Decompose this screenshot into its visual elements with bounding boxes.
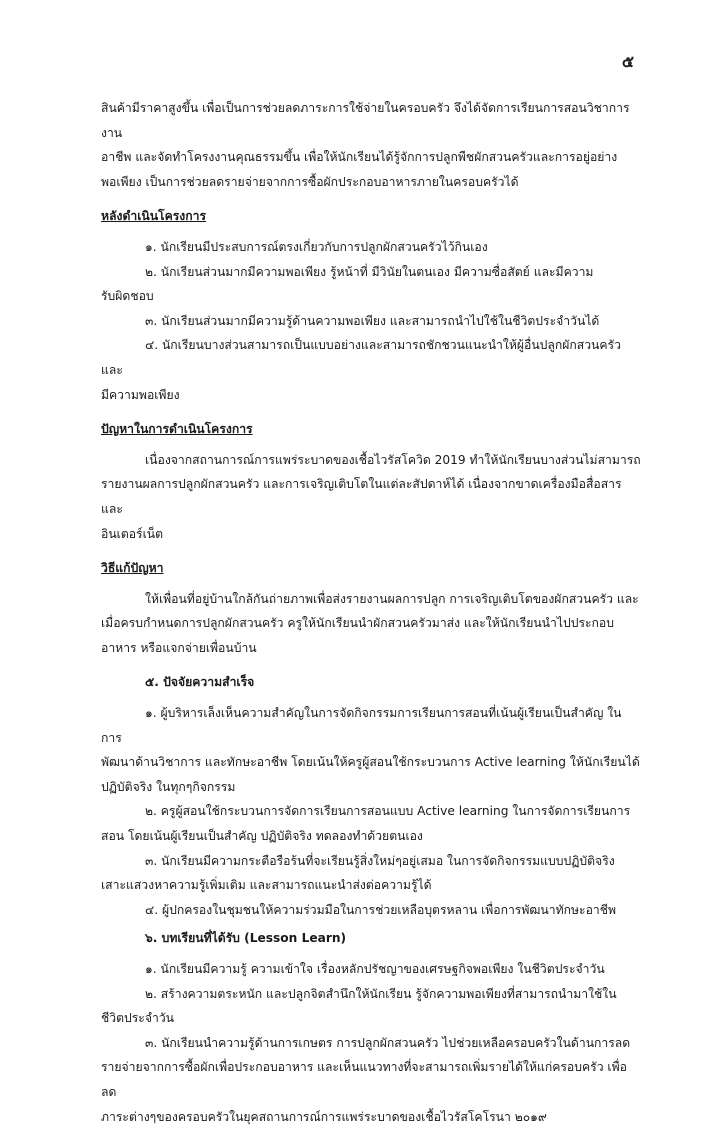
intro-line: อาชีพ และจัดทำโครงงานคุณธรรมขึ้น เพื่อให้นักเรียนได้รู้จักการปลูกพืชผักสวนครัวและการอยู่อย่าง bbox=[101, 150, 618, 165]
lessons-item-3: ๓. นักเรียนนำความรู้ด้านการเกษตร การปลูกผักสวนครัว ไปช่วยเหลือครอบครัวในด้านการลด bbox=[145, 1035, 631, 1050]
problems-line: รายงานผลการปลูกผักสวนครัว และการเจริญเติบโตในแต่ละสัปดาห์ได้ เนื่องจากขาดเครื่องมือสื่อสาร และ bbox=[101, 477, 622, 516]
intro-line: พอเพียง เป็นการช่วยลดรายจ่ายจากการซื้อผักประกอบอาหารภายในครอบครัวได้ bbox=[101, 174, 519, 189]
success-item-3-cont: เสาะแสวงหาความรู้เพิ่มเติม และสามารถแนะนำส่งต่อความรู้ได้ bbox=[101, 878, 432, 893]
success-item-1: ๑. ผู้บริหารเล็งเห็นความสำคัญในการจัดกิจกรรมการเรียนการสอนที่เน้นผู้เรียนเป็นสำคัญ ในการ bbox=[101, 706, 622, 745]
lessons-heading: ๖. บทเรียนที่ได้รับ (Lesson Learn) bbox=[145, 931, 347, 946]
solutions-heading: วิธีแก้ปัญหา bbox=[101, 561, 164, 576]
success-item-1-cont: พัฒนาด้านวิชาการ และทักษะอาชีพ โดยเน้นให้ครูผู้สอนใช้กระบวนการ Active learning ให้นักเรียนได้ bbox=[101, 755, 640, 770]
lessons-item-3-cont: รายจ่ายจากการซื้อผักเพื่อประกอบอาหาร และเห็นแนวทางที่จะสามารถเพิ่มรายได้ให้แก่ครอบครัว เพื่อลด bbox=[101, 1060, 627, 1099]
solutions-line: เมื่อครบกำหนดการปลูกผักสวนครัว ครูให้นักเรียนนำผักสวนครัวมาส่ง และให้นักเรียนนำไปประกอบ bbox=[101, 616, 614, 631]
document-body bbox=[101, 96, 641, 1129]
after-project-item-2-cont: รับผิดชอบ bbox=[101, 289, 154, 304]
solutions-line: อาหาร หรือแจกจ่ายเพื่อนบ้าน bbox=[101, 640, 257, 655]
problems-line: เนื่องจากสถานการณ์การแพร่ระบาดของเชื้อไวรัสโควิด 2019 ทำให้นักเรียนบางส่วนไม่สามารถ bbox=[145, 452, 641, 467]
success-item-2: ๒. ครูผู้สอนใช้กระบวนการจัดการเรียนการสอนแบบ Active learning ในการจัดการเรียนการ bbox=[145, 804, 631, 819]
after-project-item-2: ๒. นักเรียนส่วนมากมีความพอเพียง รู้หน้าที่ มีวินัยในตนเอง มีความซื่อสัตย์ และมีความ bbox=[145, 264, 594, 279]
after-project-item-1: ๑. นักเรียนมีประสบการณ์ตรงเกี่ยวกับการปลูกผักสวนครัวไว้กินเอง bbox=[145, 239, 488, 254]
lessons-item-3-cont: ภาระต่างๆของครอบครัวในยุคสถานการณ์การแพร่ระบาดของเชื้อไวรัสโคโรนา ๒๐๑๙ bbox=[101, 1109, 547, 1124]
success-item-3: ๓. นักเรียนมีความกระตือรือร้นที่จะเรียนรู้สิ่งใหม่ๆอยู่เสมอ ในการจัดกิจกรรมแบบปฏิบัติจริง bbox=[145, 853, 615, 868]
success-heading: ๕. ปัจจัยความสำเร็จ bbox=[145, 675, 255, 690]
after-project-item-3: ๓. นักเรียนส่วนมากมีความรู้ด้านความพอเพียง และสามารถนำไปใช้ในชีวิตประจำวันได้ bbox=[145, 313, 600, 328]
lessons-item-1: ๑. นักเรียนมีความรู้ ความเข้าใจ เรื่องหลักปรัชญาของเศรษฐกิจพอเพียง ในชีวิตประจำวัน bbox=[145, 962, 605, 976]
after-project-heading: หลังดำเนินโครงการ bbox=[101, 209, 207, 224]
problems-line: อินเตอร์เน็ต bbox=[101, 526, 164, 541]
solutions-line: ให้เพื่อนที่อยู่บ้านใกล้กันถ่ายภาพเพื่อส่งรายงานผลการปลูก การเจริญเติบโตของผักสวนครัว และ bbox=[145, 591, 639, 606]
after-project-item-4: ๔. นักเรียนบางส่วนสามารถเป็นแบบอย่างและสามารถชักชวนแนะนำให้ผู้อื่นปลูกผักสวนครัวและ bbox=[101, 338, 621, 377]
lessons-item-2-cont: ชีวิตประจำวัน bbox=[101, 1011, 175, 1026]
success-item-4: ๔. ผู้ปกครองในชุมชนให้ความร่วมมือในการช่วยเหลือบุตรหลาน เพื่อการพัฒนาทักษะอาชีพ bbox=[145, 902, 617, 917]
success-item-2-cont: สอน โดยเน้นผู้เรียนเป็นสำคัญ ปฏิบัติจริง ทดลองทำด้วยตนเอง bbox=[101, 829, 423, 844]
after-project-item-4-cont: มีความพอเพียง bbox=[101, 387, 180, 402]
problems-heading: ปัญหาในการดำเนินโครงการ bbox=[101, 422, 253, 437]
page-number: ๕ bbox=[621, 52, 634, 71]
success-item-1-cont: ปฏิบัติจริง ในทุกๆกิจกรรม bbox=[101, 779, 236, 794]
intro-line: สินค้ามีราคาสูงขึ้น เพื่อเป็นการช่วยลดภาระการใช้จ่ายในครอบครัว จึงได้จัดการเรียนการสอนวิชาการงาน bbox=[101, 101, 630, 140]
lessons-item-2: ๒. สร้างความตระหนัก และปลูกจิตสำนึกให้นักเรียน รู้จักความพอเพียงที่สามารถนำมาใช้ใน bbox=[145, 986, 617, 1001]
